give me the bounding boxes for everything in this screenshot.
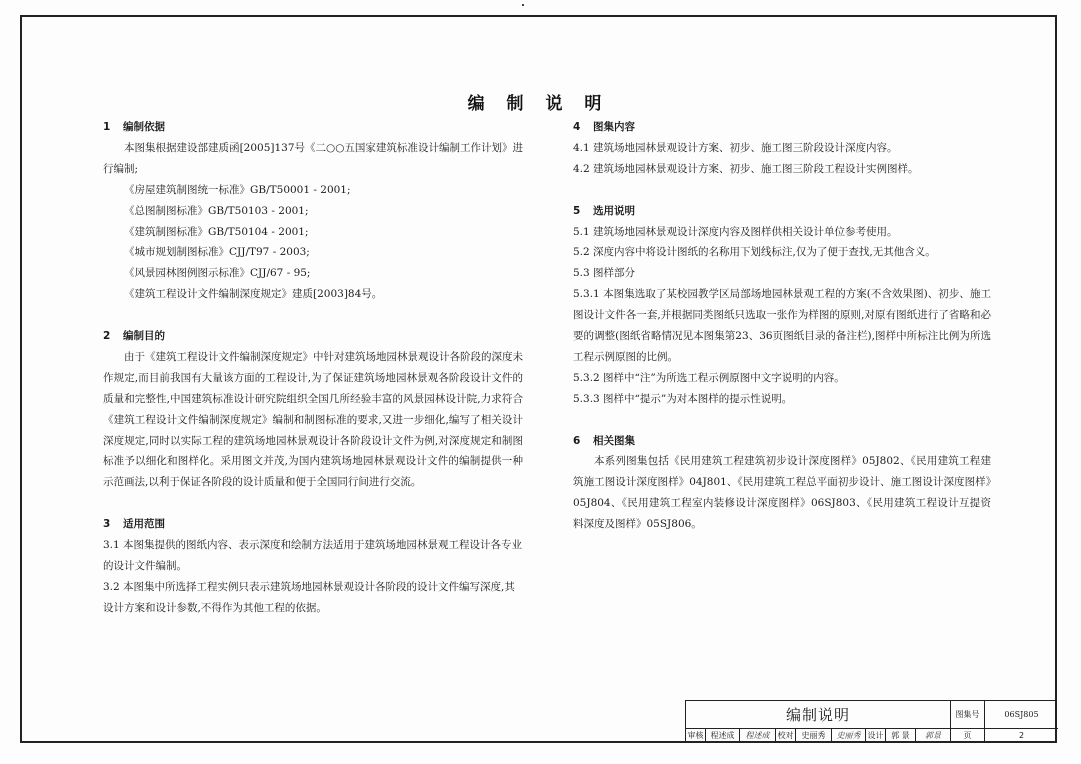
designer-signature: 郭景 bbox=[916, 729, 951, 743]
clause-5-3-2: 5.3.2 图样中“注”为所选工程示例原图中文字说明的内容。 bbox=[573, 371, 845, 384]
atlas-number-label: 图集号 bbox=[951, 701, 985, 729]
atlas-number: 06SJ805 bbox=[985, 701, 1058, 729]
clause-5-3-1: 5.3.1 本图集选取了某校园教学区局部场地园林景观工程的方案(不含效果图)、初步、施工图设计文件各一套,并根据同类图纸只选取一张作为样图的原则,对原有图纸进行了省略和必要的调整(图纸省略情况见本图集第23、36页图纸目录的备注栏),图样中所标注比例为所选工程示例原图的比例。 bbox=[573, 288, 991, 363]
review-label: 审核 bbox=[686, 729, 706, 743]
section-heading-5 bbox=[573, 201, 991, 222]
clause-5-1: 5.1 建筑场地园林景观设计深度内容及图样供相关设计单位参考使用。 bbox=[573, 225, 898, 238]
section-title: 适用范围 bbox=[123, 518, 165, 531]
standard-item: 《风景园林图例图示标准》CJJ/67 - 95; bbox=[124, 267, 311, 280]
check-label: 校对 bbox=[776, 729, 796, 743]
reviewer-signature: 程述成 bbox=[740, 729, 776, 743]
section-title: 选用说明 bbox=[593, 204, 635, 217]
section-title: 图集内容 bbox=[593, 121, 635, 133]
checker-signature: 史丽秀 bbox=[832, 729, 866, 743]
section-number: 4 bbox=[573, 121, 581, 133]
clause-4-1: 4.1 建筑场地园林景观设计方案、初步、施工图三阶段设计深度内容。 bbox=[573, 141, 898, 154]
section-title: 编制依据 bbox=[123, 121, 165, 133]
page-number: 2 bbox=[1018, 731, 1025, 740]
section-heading-1 bbox=[103, 117, 523, 138]
title-block-name: 编制说明 bbox=[686, 701, 951, 729]
clause-3-1: 3.1 本图集提供的图纸内容、表示深度和绘制方法适用于建筑场地园林景观工程设计各专业的设计文件编制。 bbox=[103, 539, 523, 572]
clause-5-3: 5.3 图样部分 bbox=[573, 267, 636, 280]
page-title: 编 制 说 明 bbox=[467, 94, 610, 114]
section-heading-2 bbox=[103, 326, 523, 347]
section-number: 3 bbox=[103, 518, 111, 531]
paragraph: 本图集根据建设部建质函[2005]137号《二○○五国家建筑标准设计编制工作计划》进行编制; bbox=[103, 141, 523, 175]
section-heading-3 bbox=[103, 514, 523, 535]
clause-5-2: 5.2 深度内容中将设计图纸的名称用下划线标注,仅为了便于查找,无其他含义。 bbox=[573, 246, 936, 259]
paragraph: 本系列图集包括《民用建筑工程建筑初步设计深度图样》05J802、《民用建筑工程建筑施工图设计深度图样》04J801、《民用建筑工程总平面初步设计、施工图设计深度图样》05J804、《民用建筑工程室内装修设计深度图样》06SJ803、《民用建筑工程设计互提资料深度及图样》05SJ806。 bbox=[573, 455, 991, 531]
reviewer-name: 程述成 bbox=[706, 729, 740, 743]
standard-item: 《房屋建筑制图统一标准》GB/T50001 - 2001; bbox=[124, 183, 351, 196]
section-heading-6 bbox=[573, 431, 991, 452]
page-label: 页 bbox=[951, 729, 985, 743]
standard-item: 《城市规划制图标准》CJJ/T97 - 2003; bbox=[124, 246, 310, 259]
clause-5-3-3: 5.3.3 图样中“提示”为对本图样的提示性说明。 bbox=[573, 392, 793, 405]
standard-item: 《总图制图标准》GB/T50103 - 2001; bbox=[124, 204, 309, 217]
signature-row bbox=[686, 729, 1058, 744]
right-column bbox=[573, 117, 991, 535]
left-column bbox=[103, 117, 523, 619]
clause-3-2: 3.2 本图集中所选择工程实例只表示建筑场地园林景观设计各阶段的设计文件编写深度,其设计方案和设计参数,不得作为其他工程的依据。 bbox=[103, 580, 515, 614]
title-block bbox=[685, 700, 1057, 743]
paragraph: 由于《建筑工程设计文件编制深度规定》中针对建筑场地园林景观设计各阶段的深度未作规定,而目前我国有大量该方面的工程设计,为了保证建筑场地园林景观各阶段设计文件的质量和完整性,中国建筑标准设计研究院组织全国几所经验丰富的风景园林设计院,力求符合《建筑工程设计文件编制深度规定》编制和制图标准的要求,又进一步细化,编写了相关设计深度规定,同时以实际工程的建筑场地园林景观设计各阶段设计文件为例,对深度规定和制图标准予以细化和图样化。采用图文并茂,为国内建筑场地园林景观设计文件的编制提供一种示范画法,以利于保证各阶段的设计质量和便于全国同行间进行交流。 bbox=[103, 350, 523, 489]
design-label: 设计 bbox=[866, 729, 886, 743]
designer-name: 郭 景 bbox=[886, 729, 916, 743]
clause-4-2: 4.2 建筑场地园林景观设计方案、初步、施工图三阶段工程设计实例图样。 bbox=[573, 162, 919, 175]
section-title: 编制目的 bbox=[123, 330, 165, 343]
section-heading-4 bbox=[573, 117, 991, 138]
checker-name: 史丽秀 bbox=[796, 729, 832, 743]
standard-item: 《建筑工程设计文件编制深度规定》建质[2003]84号。 bbox=[124, 288, 383, 301]
section-number: 5 bbox=[573, 204, 581, 217]
stray-mark bbox=[522, 4, 524, 6]
standard-item: 《建筑制图标准》GB/T50104 - 2001; bbox=[124, 225, 309, 238]
section-number: 6 bbox=[573, 434, 581, 447]
section-title: 相关图集 bbox=[593, 434, 635, 447]
section-number: 2 bbox=[103, 330, 111, 343]
section-number: 1 bbox=[103, 121, 111, 133]
